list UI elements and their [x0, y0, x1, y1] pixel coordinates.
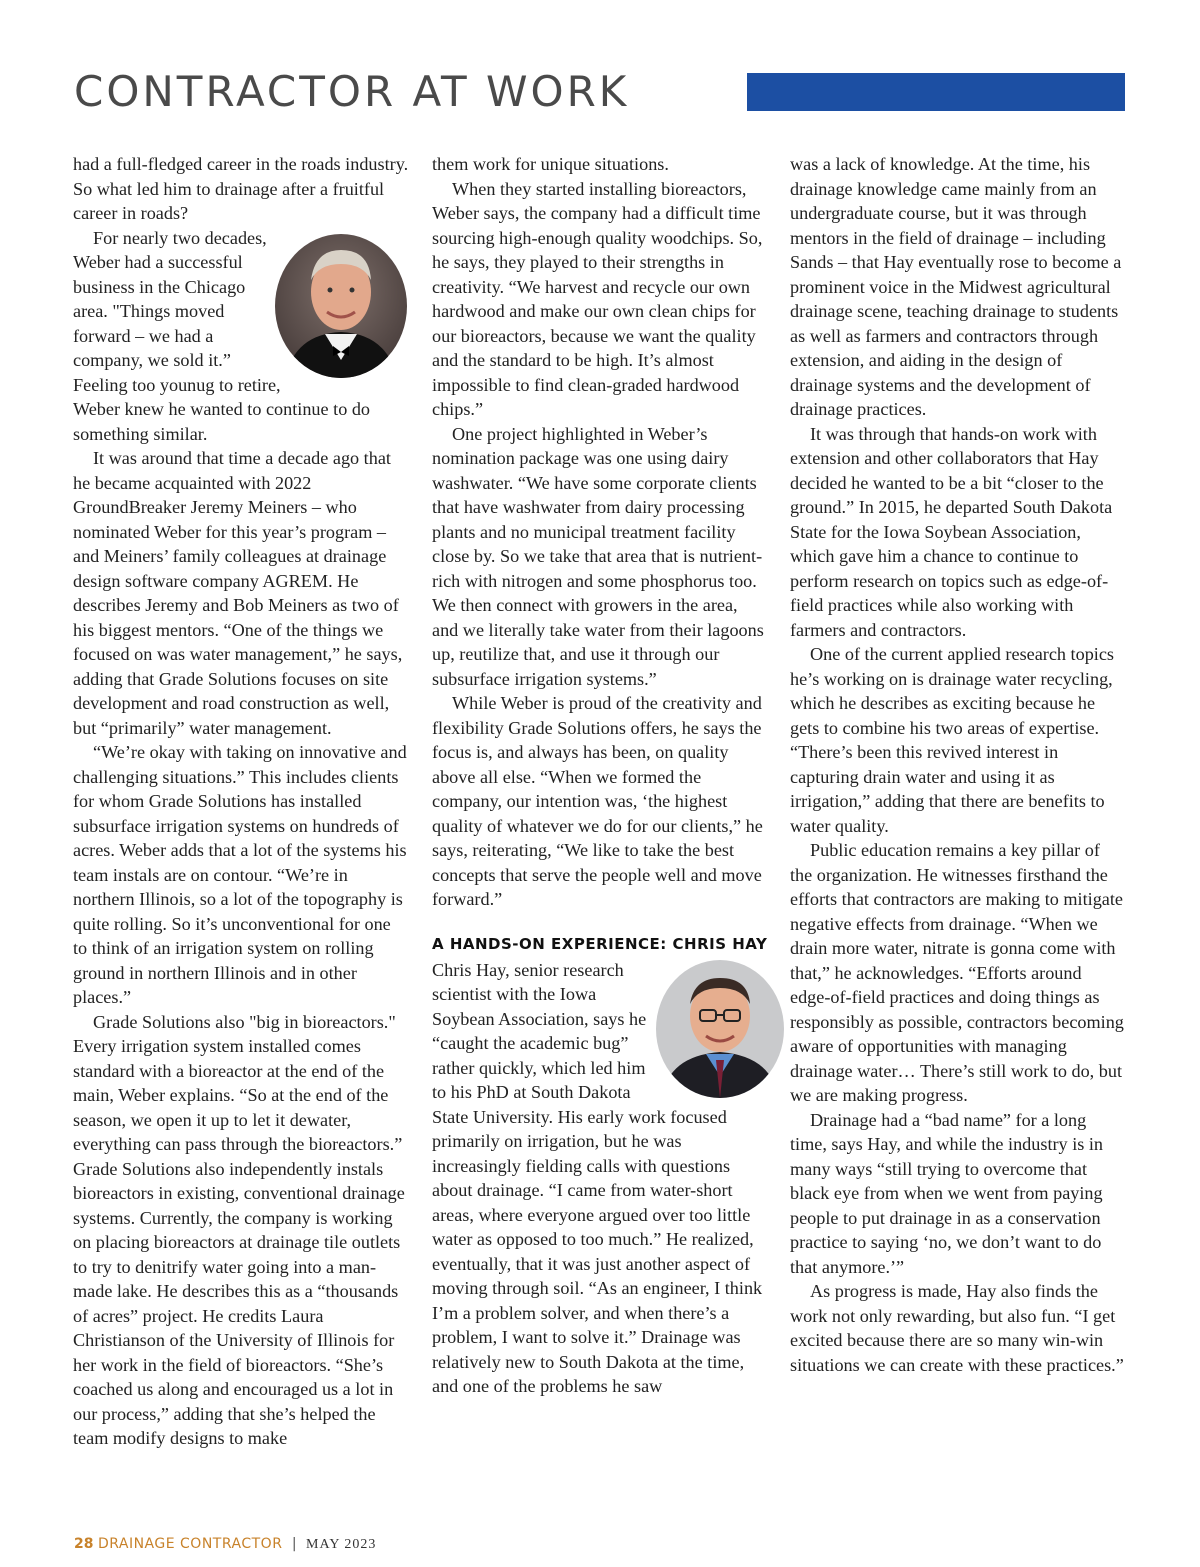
issue-date: MAY 2023: [306, 1537, 377, 1552]
paragraph: As progress is made, Hay also finds the work not only rewarding, but also fun. “I get excited because there are so many win-win situations we can create with these practices.”: [790, 1281, 1124, 1375]
paragraph: “We’re okay with taking on innovative and challenging situations.” This includes clients for whom Grade Solutions has installed subsurface irrigation systems on hundreds of acres. Weber adds that a lot of the systems his team instals are on contour. “We’re in northern Illinois, so a lot of the topography is quite rolling. So it’s unconventional for one to think of an irrigation system on rolling ground in northern Illinois and in other places.”: [73, 742, 407, 1007]
section-heading: A HANDS-ON EXPERIENCE: CHRIS HAY: [432, 934, 768, 953]
paragraph: It was around that time a decade ago that he became acquainted with 2022 GroundBreaker Jeremy Meiners – who nominated Weber for this year’s program – and Meiners’ family colleagues at drainage design software company AGREM. He describes Jeremy and Bob Meiners as two of his biggest mentors. “One of the things we focused on was water management,” he says, adding that Grade Solutions focuses on site development and road construction as well, but “primarily” water management.: [73, 448, 403, 738]
portrait-weber: [275, 234, 407, 378]
header-accent-bar: [747, 73, 1125, 111]
paragraph: Drainage had a “bad name” for a long time, says Hay, and while the industry is in many ways “still trying to overcome that black eye from when we went from paying people to put drainage in as a conservation practice to saying ‘no, we don’t want to do that anymore.’”: [790, 1109, 1104, 1277]
paragraph: Public education remains a key pillar of the organization. He witnesses firsthand the efforts that contractors are making to mitigate negative effects from drainage. “When we drain more water, nitrate is gonna come with that,” he acknowledges. “Efforts around edge-of-field practices and doing things as responsibly as possible, contractors becoming aware of opportunities with managing drainage water… There’s still work to do, but we are making progress.: [790, 840, 1124, 1105]
article-column-2: [432, 152, 768, 1399]
paragraph: When they started installing bioreactors, Weber says, the company had a difficult time sourcing high-enough quality woodchips. So, he says, they played to their strengths in creativity. “We harvest and recycle our own hardwood and make our own clean chips for our bioreactors, because we want the quality and the standard to be high. It’s almost impossible to find clean-graded hardwood chips.”: [432, 178, 763, 419]
paragraph: them work for unique situations.: [432, 154, 669, 174]
magazine-name: DRAINAGE CONTRACTOR: [97, 1536, 283, 1552]
paragraph: Grade Solutions also "big in bioreactors." Every irrigation system installed comes standard with a bioreactor at the end of the main, Weber explains. “So at the end of the season, we open it up to let it dewater, everything can pass through the bioreactors.” Grade Solutions also independently instals bioreactors in existing, conventional drainage systems. Currently, the company is working on placing bioreactors at drainage tile outlets to try to denitrify water going into a man-made lake. He describes this as a “thousands of acres” project. He credits Laura Christianson of the University of Illinois for her work in the field of bioreactors. “She’s coached us along and encouraged us a lot in our process,” adding that she’s helped the team modify designs to make: [73, 1011, 405, 1448]
paragraph: One of the current applied research topics he’s working on is drainage water recycling, which he describes as exciting because he gets to combine his two areas of expertise. “There’s been this revived interest in capturing drain water and using it as irrigation,” adding that there are benefits to water quality.: [790, 644, 1115, 836]
portrait-chris-hay: [656, 960, 784, 1098]
paragraph: Chris Hay, senior research scientist with the Iowa Soybean Association, says he “caught the academic bug” rather quickly, which led him to his PhD at South Dakota State University. His early work focused primarily on irrigation, but he was increasingly fielding calls with questions about drainage. “I came from water-short areas, where everyone argued over too little water as opposed to too much.” He realized, eventually, that it was just another aspect of moving through soil. “As an engineer, I think I’m a problem solver, and when there’s a problem, I want to solve it.” Drainage was relatively new to South Dakota at the time, and one of the problems he saw: [432, 959, 763, 1396]
page-footer: [74, 1535, 376, 1554]
footer-separator: |: [291, 1536, 297, 1552]
paragraph: It was through that hands-on work with extension and other collaborators that Hay decided he wanted to be a bit “closer to the ground.” In 2015, he departed South Dakota State for the Iowa Soybean Association, which gave him a chance to continue to perform research on topics such as edge-of-field practices while also working with farmers and contractors.: [790, 423, 1113, 640]
section-title: CONTRACTOR AT WORK: [74, 67, 630, 116]
paragraph: While Weber is proud of the creativity and flexibility Grade Solutions offers, he says the focus is, and always has been, on quality above all else. “When we formed the company, our intention was, ‘the highest quality of whatever we do for our clients,” he says, reiterating, “We like to take the best concepts that serve the people well and move forward.”: [432, 693, 763, 909]
paragraph: was a lack of knowledge. At the time, his drainage knowledge came mainly from an undergraduate course, but it was through mentors in the field of drainage – including Sands – that Hay eventually rose to become a prominent voice in the Midwest agricultural drainage scene, teaching drainage to students as well as farmers and contractors through extension, and aiding in the design of drainage systems and the development of drainage practices.: [790, 154, 1122, 419]
paragraph: One project highlighted in Weber’s nomination package was one using dairy washwater. “We have some corporate clients that have washwater from dairy processing plants and no municipal treatment facility close by. So we take that area that is nutrient-rich with nitrogen and some phosphorus too. We then connect with growers in the area, and we literally take water from their lagoons up, reutilize that, and use it through our subsurface irrigation systems.”: [432, 423, 764, 689]
article-column-3: [790, 152, 1126, 1377]
page-number: 28: [74, 1536, 94, 1552]
paragraph: For nearly two decades, Weber had a successful business in the Chicago area. "Things moved forward – we had a company, we sold it.” Feeling too younug to retire, Weber knew he wanted to continue to do something similar.: [73, 227, 371, 444]
paragraph: had a full-fledged career in the roads industry. So what led him to drainage after a fruitful career in roads?: [73, 154, 409, 223]
article-column-1: [73, 152, 409, 1451]
section-header: [74, 66, 1125, 118]
